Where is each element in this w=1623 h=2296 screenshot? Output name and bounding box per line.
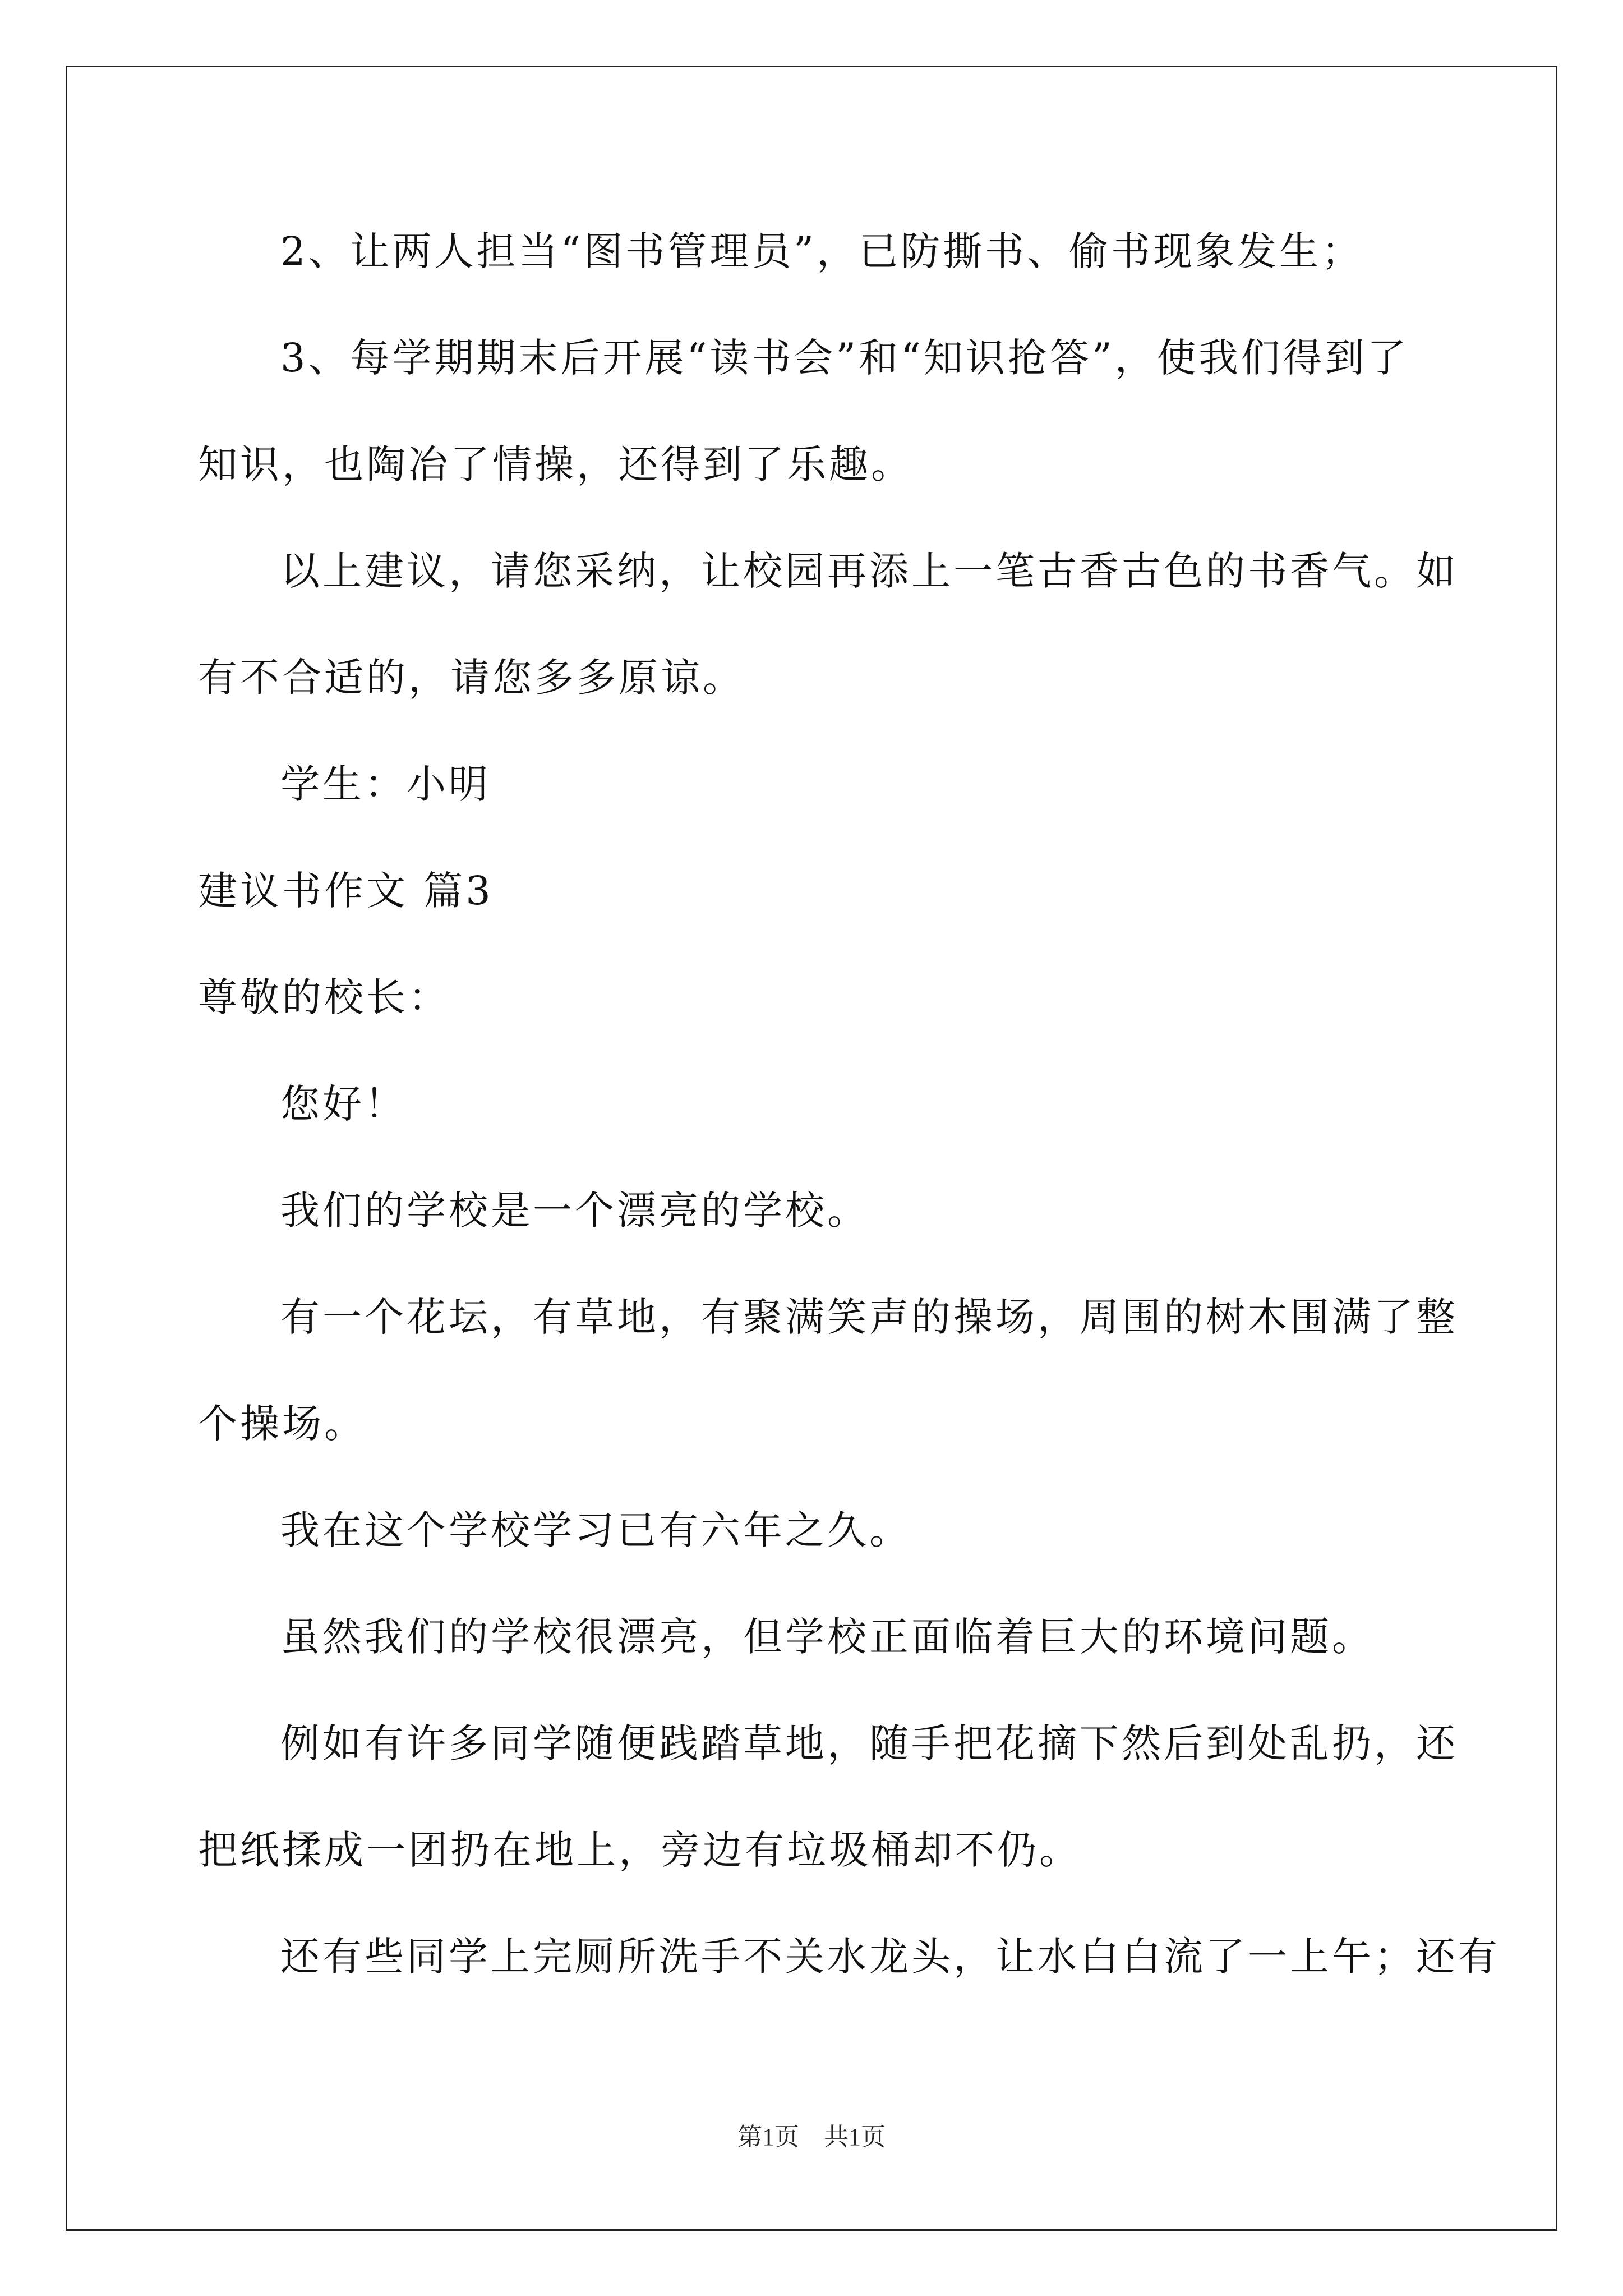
paragraph-line: 虽然我们的学校很漂亮，但学校正面临着巨大的环境问题。 xyxy=(280,1614,1374,1660)
paragraph-line: 2、让两人担当“图书管理员”，已防撕书、偷书现象发生； xyxy=(280,228,1364,274)
greeting: 您好！ xyxy=(280,1081,407,1127)
paragraph-line: 把纸揉成一团扔在地上，旁边有垃圾桶却不仍。 xyxy=(198,1827,1081,1873)
paragraph-line: 3、每学期期末后开展“读书会”和“知识抢答”，使我们得到了 xyxy=(280,335,1409,381)
salutation: 尊敬的校长： xyxy=(198,974,450,1020)
paragraph-line: 我在这个学校学习已有六年之久。 xyxy=(280,1507,911,1553)
paragraph-line: 知识，也陶冶了情操，还得到了乐趣。 xyxy=(198,441,913,487)
paragraph-line: 有不合适的，请您多多原谅。 xyxy=(198,655,745,701)
paragraph-line: 我们的学校是一个漂亮的学校。 xyxy=(280,1188,869,1234)
paragraph-line: 以上建议，请您采纳，让校园再添上一笔古香古色的书香气。如 xyxy=(280,548,1458,594)
paragraph-line: 例如有许多同学随便践踏草地，随手把花摘下然后到处乱扔，还 xyxy=(280,1720,1458,1766)
signature-line: 学生：小明 xyxy=(280,761,491,807)
page-border xyxy=(66,66,1557,2231)
paragraph-line: 还有些同学上完厕所洗手不关水龙头，让水白白流了一上午；还有 xyxy=(280,1934,1500,1980)
page-number-footer: 第1页 共1页 xyxy=(737,2123,886,2151)
paragraph-line: 有一个花坛，有草地，有聚满笑声的操场，周围的树木围满了整 xyxy=(280,1294,1458,1340)
paragraph-line: 个操场。 xyxy=(198,1401,366,1447)
section-heading: 建议书作文 篇3 xyxy=(198,868,494,914)
